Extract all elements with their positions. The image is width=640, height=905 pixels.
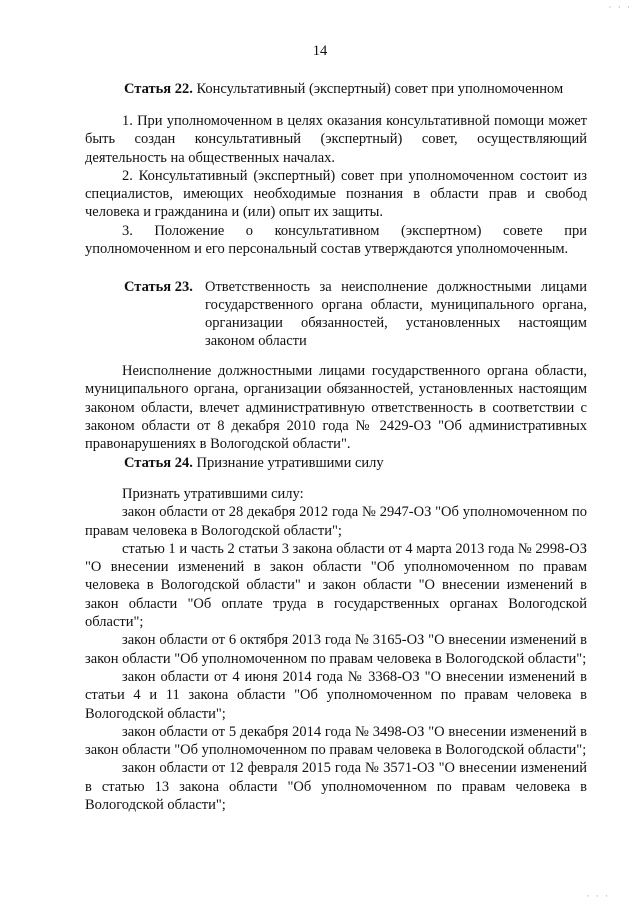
article-22-para-3: 3. Положение о консультативном (экспертном) совете при уполномоченном и его персональный состав утверждаются уполномоченным.	[85, 222, 587, 258]
article-24-title: Признание утратившими силу	[196, 455, 384, 471]
article-22-para-1: 1. При уполномоченном в целях оказания консультативной помощи может быть создан консультативный (экспертный) совет, осуществляющий деятельность на общественных началах.	[85, 113, 587, 166]
article-23-body	[85, 362, 587, 453]
article-22-label: Статья 22.	[124, 81, 193, 97]
article-24-item-3: закон области от 6 октября 2013 года № 3165-ОЗ "О внесении изменений в закон области "Об уполномоченном по правам человека в Вологодской области";	[85, 632, 587, 667]
article-24-item-1: закон области от 28 декабря 2012 года № 2947-ОЗ "Об уполномоченном по правам человека в Вологодской области";	[85, 504, 587, 539]
article-22-heading	[124, 80, 563, 98]
page-number: 14	[312, 43, 328, 59]
article-22-body	[85, 112, 587, 258]
article-24-item-4: закон области от 4 июня 2014 года № 3368-ОЗ "О внесении изменений в статьи 4 и 11 закона области "Об уполномоченном по правам человека в Вологодской области";	[85, 668, 587, 722]
article-23-heading	[124, 278, 587, 350]
article-24-body	[85, 485, 587, 814]
article-24-label: Статья 24.	[124, 455, 193, 471]
article-23-title: Ответственность за неисполнение должностными лицами государственного органа области, муниципального органа, организации обязанностей, установленных настоящим законом области	[205, 279, 587, 349]
article-24-heading	[124, 454, 384, 472]
article-23-label: Статья 23.	[124, 279, 193, 295]
article-24-intro: Признать утратившими силу:	[122, 486, 304, 502]
article-23-para-1: Неисполнение должностными лицами государственного органа области, муниципального органа, организации обязанностей, установленных настоящим законом области, влечет административную ответственность в соответствии с законом области от 8 декабря 2010 года № 2429-ОЗ "Об административных правонарушениях в Вологодской области".	[85, 363, 587, 453]
article-24-item-2: статью 1 и часть 2 статьи 3 закона области от 4 марта 2013 года № 2998-ОЗ "О внесении изменений в закон области "Об уполномоченном по правам человека в Вологодской области" и закон области "О внесении изменений в закон области "Об оплате труда в государственных органах Вологодской области";	[85, 540, 587, 631]
article-22-title: Консультативный (экспертный) совет при уполномоченном	[196, 81, 564, 97]
article-24-item-5: закон области от 5 декабря 2014 года № 3498-ОЗ "О внесении изменений в закон области "Об уполномоченном по правам человека в Вологодской области";	[85, 723, 587, 759]
scan-mark-top: · · ·	[608, 2, 632, 12]
scan-mark-bottom: · · ·	[586, 891, 610, 901]
article-22-para-2: 2. Консультативный (экспертный) совет при уполномоченном состоит из специалистов, имеющих необходимые познания в области прав и свобод человека и гражданина и (или) опыт их защиты.	[85, 167, 587, 221]
article-24-item-6: закон области от 12 февраля 2015 года № 3571-ОЗ "О внесении изменений в статью 13 закона области "Об уполномоченном по правам человека в Вологодской области";	[85, 760, 587, 814]
